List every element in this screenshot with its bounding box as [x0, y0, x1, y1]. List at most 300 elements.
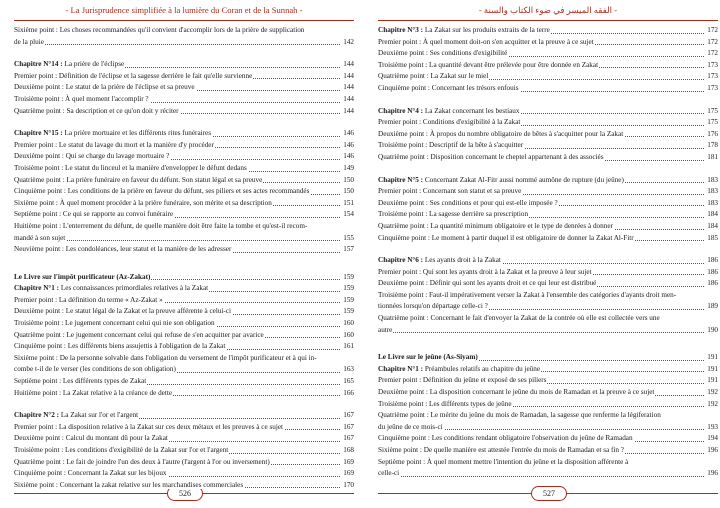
- toc-entry[interactable]: [14, 233, 354, 245]
- entry-text: [14, 187, 310, 195]
- header-rule: [378, 20, 718, 21]
- entry-title: Premier point : Conditions d'exigibilité à la Zakat: [378, 118, 521, 127]
- section-spacer: [378, 95, 718, 106]
- entry-text: [14, 446, 229, 454]
- entry-title: Troisième point : Le statut du linceul et la manière d'envelopper le défunt dedans: [14, 163, 247, 172]
- toc-entry[interactable]: [378, 278, 718, 290]
- entry-page-number: 186: [706, 267, 718, 279]
- entry-page-number: 191: [706, 364, 718, 376]
- toc-entry[interactable]: [14, 209, 354, 221]
- entry-text: [378, 434, 634, 442]
- entry-title: Troisième point : À quel moment l'accomplir ?: [14, 94, 149, 103]
- entry-page-number: 170: [342, 480, 354, 492]
- entry-title: Premier point : Concernant son statut et sa preuve: [378, 187, 522, 196]
- entry-text: [378, 210, 529, 218]
- entry-text: [14, 72, 253, 80]
- entry-text: [14, 307, 232, 315]
- entry-text: [378, 61, 599, 69]
- entry-text: [378, 153, 605, 161]
- entry-text: [14, 423, 284, 431]
- entry-page-number: 176: [706, 129, 718, 141]
- entry-text: [14, 273, 151, 281]
- entry-text: [14, 411, 139, 419]
- toc-entry[interactable]: [378, 468, 718, 480]
- entry-page-number: 144: [342, 106, 354, 118]
- entry-page-number: 151: [342, 198, 354, 210]
- toc-entry[interactable]: [14, 468, 354, 480]
- toc-entry[interactable]: [378, 48, 718, 60]
- entry-title: Troisième point : Les conditions d'exigibilité de la Zakat sur l'or et l'argent: [14, 446, 229, 454]
- entry-heading: Chapitre N°6 :: [378, 256, 424, 265]
- toc-entry[interactable]: [14, 272, 354, 284]
- entry-text: [14, 234, 66, 242]
- entry-heading: Le Livre sur l'impôt purificateur (Az-Zakat): [14, 272, 151, 281]
- entry-text: [14, 152, 170, 160]
- entry-title: La Zakat sur l'or et l'argent: [59, 411, 139, 420]
- toc-entry[interactable]: [378, 186, 718, 198]
- entry-page-number: 146: [342, 151, 354, 163]
- toc-entry[interactable]: [14, 163, 354, 175]
- page-number: 526: [167, 486, 203, 501]
- entry-title: Quatrième point : Le mérite du jeûne du mois de Ramadan, la sagesse que renferme la légiferation: [378, 411, 661, 420]
- toc-entry[interactable]: [14, 457, 354, 469]
- toc-entry[interactable]: [14, 94, 354, 106]
- entry-page-number: 169: [342, 457, 354, 469]
- entry-page-number: 172: [706, 37, 718, 49]
- entry-page-number: 181: [706, 152, 718, 164]
- toc-entry[interactable]: [14, 422, 354, 434]
- entry-title: Cinquième point : Les conditions de la prière en faveur du défunt, ses piliers et ses actes recommandés: [14, 187, 310, 196]
- entry-page-number: 159: [342, 306, 354, 318]
- entry-text: [378, 291, 676, 299]
- entry-text: [378, 423, 444, 431]
- toc-entry[interactable]: [14, 445, 354, 457]
- dot-leader: [378, 476, 704, 477]
- entry-heading: Chapitre N°5 :: [378, 175, 424, 184]
- toc-entry[interactable]: [378, 117, 718, 129]
- entry-title: Cinquième point : Les différents biens assujettis à l'obligation de la Zakat: [14, 342, 226, 351]
- toc-entry[interactable]: [378, 37, 718, 49]
- entry-text: [378, 199, 559, 207]
- toc-entry[interactable]: [14, 186, 354, 198]
- entry-title: tionnées lorsqu'on départage celle-ci ?: [378, 302, 488, 311]
- toc-entry[interactable]: [378, 140, 718, 152]
- entry-page-number: 191: [706, 375, 718, 387]
- entry-page-number: 150: [342, 175, 354, 187]
- toc-entry[interactable]: [378, 25, 718, 37]
- toc-entry[interactable]: [378, 399, 718, 411]
- entry-text: [378, 268, 593, 276]
- entry-text: [14, 284, 209, 292]
- entry-title: Préambules relatifs au chapitre du jeûne: [423, 364, 541, 373]
- toc-entry[interactable]: [14, 376, 354, 388]
- entry-page-number: 144: [342, 82, 354, 94]
- entry-heading: Chapitre N°4 :: [378, 106, 424, 115]
- toc-entry[interactable]: [378, 457, 718, 469]
- toc-entry[interactable]: [378, 106, 718, 118]
- toc-entry[interactable]: [14, 433, 354, 445]
- entry-page-number: 183: [706, 175, 718, 187]
- entry-title: Deuxième point : La disposition concernant le jeûne du mois de Ramadan et la preuve à ce sujet: [378, 388, 655, 397]
- entry-text: [378, 84, 520, 92]
- entry-title: Sixième point : À quel moment procéder à la prière funéraire, son mérite et sa description: [14, 198, 272, 207]
- entry-page-number: 190: [706, 325, 718, 337]
- entry-page-number: 173: [706, 71, 718, 83]
- entry-title: Quatrième point : La prière funéraire en faveur du défunt. Son statut légal et sa preuve: [14, 175, 263, 184]
- entry-page-number: 159: [342, 272, 354, 284]
- entry-title: Premier point : À quel moment doit-on s'en acquitter et la preuve à ce sujet: [378, 37, 594, 46]
- entry-text: [14, 319, 216, 327]
- entry-text: [378, 388, 655, 396]
- entry-title: Huitième point : La Zakat relative à la créance de dette: [14, 388, 173, 397]
- entry-title: Quatrième point : La Zakat sur le miel: [378, 72, 489, 81]
- entry-text: [14, 365, 177, 373]
- entry-title: Deuxième point : Ses conditions et pour qui est-elle imposée ?: [378, 198, 558, 207]
- entry-page-number: 175: [706, 106, 718, 118]
- entry-title: Deuxième point : Calcul du montant dû pour la Zakat: [14, 434, 168, 443]
- entry-text: [378, 458, 628, 466]
- toc-entry[interactable]: [378, 445, 718, 457]
- entry-title: Premier point : Qui sont les ayants droit à la Zakat et la preuve à leur sujet: [378, 267, 592, 276]
- entry-page-number: 157: [342, 244, 354, 256]
- entry-text: [14, 245, 232, 253]
- entry-text: [378, 446, 625, 454]
- entry-page-number: 168: [342, 445, 354, 457]
- entry-page-number: 196: [706, 445, 718, 457]
- toc-entry[interactable]: [14, 106, 354, 118]
- toc-entry[interactable]: [14, 318, 354, 330]
- entry-page-number: 184: [706, 209, 718, 221]
- entry-title: Troisième point : Descriptif de la bête à s'acquitter: [378, 141, 524, 150]
- toc-entry[interactable]: [14, 71, 354, 83]
- entry-title: Huitième point : L'enterrement du défunt, de quelle manière doit être faite la tombe et qu'est-il recom-: [14, 221, 308, 230]
- toc-entry[interactable]: [14, 59, 354, 71]
- right-page: [378, 0, 718, 508]
- table-of-contents: [378, 25, 718, 480]
- entry-title: La prière mortuaire et les différents rites funéraires: [62, 129, 212, 138]
- toc-entry[interactable]: [378, 175, 718, 187]
- entry-text: [14, 176, 263, 184]
- entry-page-number: 173: [706, 83, 718, 95]
- section-spacer: [14, 117, 354, 128]
- toc-entry[interactable]: [14, 221, 354, 233]
- entry-title: La Zakat concernant les bestiaux: [423, 106, 520, 115]
- entry-page-number: 149: [342, 163, 354, 175]
- entry-page-number: 186: [706, 278, 718, 290]
- entry-page-number: 186: [706, 255, 718, 267]
- entry-title: Sixième point : Les choses recommandées qu'il convient d'accomplir lors de la prière de supplication: [14, 26, 305, 34]
- entry-text: [378, 326, 393, 334]
- entry-text: [14, 107, 180, 115]
- entry-page-number: 167: [342, 422, 354, 434]
- entry-page-number: 150: [342, 186, 354, 198]
- entry-page-number: 144: [342, 71, 354, 83]
- entry-page-number: 172: [706, 25, 718, 37]
- left-page: [14, 0, 354, 508]
- entry-text: [14, 38, 45, 46]
- entry-page-number: 196: [706, 468, 718, 480]
- toc-entry[interactable]: [378, 221, 718, 233]
- entry-title: Quatrième point : Sa description et ce qu'on doit y réciter: [14, 106, 179, 115]
- entry-title: Cinquième point : Le moment à partir duquel il est obligatoire de donner la Zakat Al-Fitr: [378, 233, 634, 242]
- entry-page-number: 146: [342, 140, 354, 152]
- entry-title: Deuxième point : Le statut légal de la Zakat et la preuve afférente à celui-ci: [14, 307, 231, 316]
- toc-entry[interactable]: [378, 375, 718, 387]
- entry-text: [14, 481, 244, 489]
- entry-page-number: 189: [706, 301, 718, 313]
- entry-title: La prière de l'éclipse: [62, 60, 125, 69]
- entry-page-number: 193: [706, 422, 718, 434]
- entry-title: Septième point : Les différents types de Zakat: [14, 377, 147, 386]
- entry-page-number: 173: [706, 60, 718, 72]
- entry-page-number: 166: [342, 388, 354, 400]
- entry-title: Premier point : Le statut du lavage du mort et la manière d'y procéder: [14, 140, 214, 149]
- entry-text: [378, 26, 551, 34]
- entry-text: [14, 469, 168, 477]
- entry-text: [14, 354, 317, 362]
- entry-heading: Le Livre sur le jeûne (As-Siyam): [378, 353, 478, 362]
- entry-title: du jeûne de ce mois-ci: [378, 422, 443, 431]
- entry-page-number: 160: [342, 330, 354, 342]
- toc-entry[interactable]: [14, 330, 354, 342]
- toc-entry[interactable]: [378, 152, 718, 164]
- entry-title: Troisième point : Le jugement concernant celui qui nie son obligation: [14, 319, 215, 328]
- entry-title: Deuxième point : À propos du nombre obligatoire de bêtes à s'acquitter pour la Zakat: [378, 129, 624, 138]
- entry-text: [14, 95, 150, 103]
- toc-entry[interactable]: [14, 175, 354, 187]
- entry-text: [14, 129, 212, 137]
- entry-text: [14, 141, 215, 149]
- entry-text: [14, 331, 265, 339]
- entry-title: Quatrième point : Concernant le fait d'envoyer la Zakat de la contrée où elle est collectée vers une: [378, 314, 660, 323]
- entry-title: de la pluie: [14, 37, 44, 46]
- entry-heading: Chapitre N°1 :: [14, 284, 60, 293]
- section-spacer: [378, 244, 718, 255]
- entry-title: Sixième point : Concernant la zakat relative sur les marchandises commerciales: [14, 480, 244, 489]
- entry-title: Troisième point : La sagesse derrière sa prescription: [378, 210, 529, 219]
- entry-text: [14, 222, 307, 230]
- entry-page-number: 154: [342, 209, 354, 221]
- entry-title: celle-ci: [378, 469, 400, 478]
- entry-heading: Chapitre N°3 :: [378, 26, 424, 34]
- entry-title: Premier point : Définition du jeûne et exposé de ses piliers: [378, 376, 547, 385]
- header-rule: [14, 20, 354, 21]
- toc-entry[interactable]: [378, 71, 718, 83]
- entry-page-number: 155: [342, 233, 354, 245]
- entry-title: Les connaissances primordiales relatives à la Zakat: [59, 284, 209, 293]
- entry-page-number: 167: [342, 433, 354, 445]
- toc-entry[interactable]: [378, 410, 718, 422]
- entry-page-number: 159: [342, 283, 354, 295]
- entry-text: [14, 342, 226, 350]
- toc-entry[interactable]: [14, 82, 354, 94]
- entry-page-number: 191: [706, 352, 718, 364]
- entry-title: Septième point : Ce qui se rapporte au convoi funéraire: [14, 210, 174, 219]
- entry-text: [378, 176, 625, 184]
- entry-title: Deuxième point : Qui se charge du lavage mortuaire ?: [14, 152, 170, 161]
- entry-text: [378, 376, 547, 384]
- entry-text: [378, 141, 524, 149]
- toc-entry[interactable]: [14, 244, 354, 256]
- toc-entry[interactable]: [14, 128, 354, 140]
- section-spacer: [378, 336, 718, 352]
- toc-entry[interactable]: [378, 422, 718, 434]
- entry-title: Deuxième point : Définir qui sont les ayants droit et ce qui leur est distribué: [378, 279, 597, 288]
- entry-text: [14, 458, 271, 466]
- entry-heading: Chapitre N°15 :: [14, 129, 63, 138]
- entry-title: Sixième point : De quelle manière est attestée l'entrée du mois de Ramadan et sa fin ?: [378, 446, 624, 454]
- dot-leader: [14, 44, 340, 45]
- entry-page-number: 192: [706, 399, 718, 411]
- toc-entry[interactable]: [14, 388, 354, 400]
- entry-page-number: 194: [706, 433, 718, 445]
- entry-title: Sixième point : De la personne solvable dans l'obligation du versement de l'impôt purificateur et à qui in-: [14, 353, 317, 362]
- toc-entry[interactable]: [378, 325, 718, 337]
- toc-entry[interactable]: [378, 129, 718, 141]
- entry-title: Troisième point : La quantité devant être prélevée pour être donnée en Zakat: [378, 60, 599, 69]
- entry-page-number: 183: [706, 186, 718, 198]
- section-spacer: [14, 399, 354, 410]
- entry-text: [378, 400, 513, 408]
- toc-entry[interactable]: [378, 387, 718, 399]
- entry-page-number: 161: [342, 341, 354, 353]
- page-footer: [378, 486, 718, 500]
- entry-page-number: 183: [706, 198, 718, 210]
- toc-entry[interactable]: [14, 410, 354, 422]
- entry-title: Quatrième point : Le fait de joindre l'un des deux à l'autre (l'argent à l'or ou inversement): [14, 457, 270, 466]
- toc-entry[interactable]: [14, 353, 354, 365]
- entry-text: [378, 187, 522, 195]
- entry-text: [14, 434, 169, 442]
- toc-entry[interactable]: [378, 83, 718, 95]
- entry-text: [378, 130, 624, 138]
- entry-page-number: 142: [342, 37, 354, 49]
- toc-entry[interactable]: [14, 37, 354, 49]
- toc-entry[interactable]: [14, 341, 354, 353]
- running-header: - La Jurisprudence simplifiée à la lumière du Coran et de la Sunnah -: [65, 5, 303, 15]
- entry-text: [14, 83, 196, 91]
- table-of-contents: [14, 25, 354, 491]
- entry-text: [14, 377, 147, 385]
- toc-entry[interactable]: [378, 209, 718, 221]
- entry-text: [378, 118, 521, 126]
- entry-page-number: 146: [342, 128, 354, 140]
- entry-title: Deuxième point : Le statut de la prière de l'éclipse et sa preuve: [14, 83, 195, 92]
- entry-text: [378, 234, 635, 242]
- entry-text: [14, 296, 164, 304]
- entry-text: [378, 38, 595, 46]
- entry-text: [378, 411, 661, 419]
- toc-entry[interactable]: [378, 364, 718, 376]
- entry-text: [14, 60, 125, 68]
- entry-text: [14, 389, 173, 397]
- toc-entry[interactable]: [14, 140, 354, 152]
- running-header: - الفقه الميسر في ضوء الكتاب والسنة -: [478, 5, 618, 15]
- entry-text: [378, 49, 508, 57]
- entry-text: [378, 302, 489, 310]
- toc-entry[interactable]: [378, 352, 718, 364]
- toc-entry[interactable]: [14, 364, 354, 376]
- entry-text: [378, 353, 479, 361]
- entry-title: Cinquième point : Concernant les trésors enfouis: [378, 83, 519, 92]
- entry-page-number: 144: [342, 59, 354, 71]
- entry-title: Cinquième point : Concernant la Zakat sur les bijoux: [14, 469, 167, 478]
- toc-entry[interactable]: [14, 25, 354, 37]
- entry-title: Septième point : À quel moment mettre l'intention du jeûne et la disposition afférente à: [378, 457, 629, 466]
- entry-page-number: 172: [706, 48, 718, 60]
- entry-heading: Chapitre N°1 :: [378, 364, 424, 373]
- entry-title: Deuxième point : Ses conditions d'exigibilité: [378, 49, 508, 58]
- entry-title: Quatrième point : La quantité minimum obligatoire et le type de denrées à donner: [378, 221, 613, 230]
- entry-title: Neuvième point : Les condoléances, leur statut et la manière de les adresser: [14, 245, 232, 254]
- entry-title: Troisième point : Faut-il impérativement verser la Zakat à l'ensemble des catégories d'ayants droit men-: [378, 290, 677, 299]
- entry-text: [378, 314, 660, 322]
- toc-entry[interactable]: [378, 198, 718, 210]
- toc-entry[interactable]: [14, 283, 354, 295]
- toc-entry[interactable]: [14, 306, 354, 318]
- entry-page-number: 167: [342, 410, 354, 422]
- section-spacer: [378, 164, 718, 175]
- toc-entry[interactable]: [378, 60, 718, 72]
- toc-entry[interactable]: [14, 151, 354, 163]
- page-number: 527: [531, 486, 567, 501]
- entry-text: [14, 26, 304, 34]
- toc-entry[interactable]: [378, 433, 718, 445]
- entry-text: [378, 365, 541, 373]
- entry-heading: Chapitre N°14 :: [14, 60, 63, 69]
- entry-title: Premier point : La définition du terme « Az-Zakat »: [14, 295, 163, 304]
- entry-title: Quatrième point : Le jugement concernant celui qui refuse de s'en acquitter par avarice: [14, 330, 264, 339]
- entry-text: [14, 164, 248, 172]
- entry-title: Cinquième point : Les conditions rendant obligatoire l'observation du jeûne de Ramadan: [378, 434, 633, 443]
- entry-page-number: 185: [706, 233, 718, 245]
- section-spacer: [14, 256, 354, 272]
- entry-heading: Chapitre N°2 :: [14, 411, 60, 420]
- entry-text: [378, 72, 489, 80]
- entry-title: Les ayants droit à la Zakat: [423, 256, 501, 265]
- entry-text: [378, 107, 520, 115]
- entry-page-number: 178: [706, 140, 718, 152]
- entry-title: Premier point : Définition de l'éclipse et la sagesse derrière le fait qu'elle survienne: [14, 71, 253, 80]
- entry-page-number: 169: [342, 468, 354, 480]
- entry-title: autre: [378, 325, 393, 334]
- entry-text: [378, 279, 597, 287]
- entry-page-number: 165: [342, 376, 354, 388]
- entry-text: [14, 199, 273, 207]
- dot-leader: [378, 332, 704, 333]
- entry-title: Quatrième point : Disposition concernant le cheptel appartenant à des associés: [378, 152, 604, 161]
- entry-page-number: 175: [706, 117, 718, 129]
- toc-entry[interactable]: [378, 313, 718, 325]
- toc-entry[interactable]: [14, 198, 354, 210]
- entry-page-number: 159: [342, 295, 354, 307]
- entry-page-number: 163: [342, 364, 354, 376]
- toc-entry[interactable]: [14, 295, 354, 307]
- toc-entry[interactable]: [378, 301, 718, 313]
- entry-page-number: 160: [342, 318, 354, 330]
- toc-entry[interactable]: [378, 267, 718, 279]
- entry-title: La Zakat sur les produits extraits de la terre: [423, 26, 550, 34]
- entry-page-number: 144: [342, 94, 354, 106]
- entry-title: Premier point : La disposition relative à la Zakat sur ces deux métaux et les preuves à ce sujet: [14, 422, 284, 431]
- toc-entry[interactable]: [378, 233, 718, 245]
- entry-text: [378, 469, 400, 477]
- toc-entry[interactable]: [378, 255, 718, 267]
- entry-text: [378, 222, 614, 230]
- entry-text: [378, 256, 502, 264]
- section-spacer: [14, 48, 354, 59]
- toc-entry[interactable]: [378, 290, 718, 302]
